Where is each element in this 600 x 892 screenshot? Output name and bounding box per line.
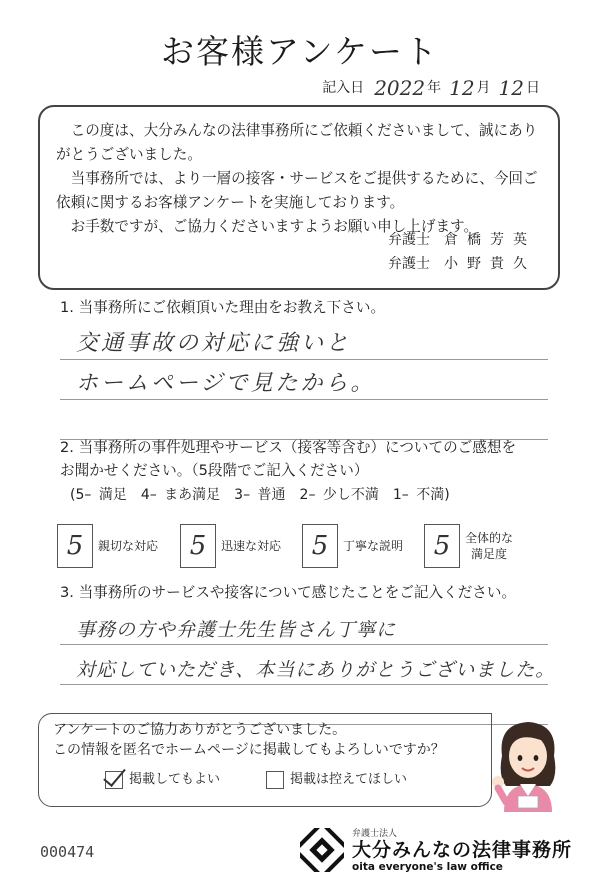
entry-date-year-unit: 年 (427, 80, 442, 96)
entry-date-label: 記入日 (322, 80, 365, 96)
staff-mascot-icon (488, 716, 568, 812)
rating-label: 親切な対応 (98, 539, 159, 553)
entry-date-day-unit: 日 (526, 80, 540, 96)
answer-handwriting: 事務の方や弁護士先生皆さん丁寧に (76, 619, 397, 641)
question-2-line-1: 2. 当事務所の事件処理やサービス（接客等含む）についてのご感想を (60, 439, 517, 456)
rating-label: 丁寧な説明 (343, 539, 404, 553)
answer-handwriting: 交通事故の対応に強いと (76, 331, 352, 356)
intro-paragraph-1: この度は、大分みんなの法律事務所にご依頼くださいまして、誠にありがとうございました。 (56, 122, 538, 163)
signer-title: 弁護士 (388, 232, 430, 248)
firm-logo (300, 826, 572, 873)
intro-paragraph-2: 当事務所では、より一層の接客・サービスをご提供するために、今回ご依頼に関するお客様アンケートを実施しております。 (56, 170, 538, 211)
intro-box (38, 105, 560, 290)
answer-line (60, 320, 548, 360)
consent-options (105, 770, 477, 790)
rating-box[interactable]: 5 (57, 524, 93, 568)
consent-yes-label: 掲載してもよい (129, 772, 221, 787)
firm-corp-type: 弁護士法人 (352, 829, 398, 839)
rating-kindness (57, 524, 158, 568)
rating-scale-legend: (5– 満足 4– まあ満足 3– 普通 2– 少し不満 1– 不満) (70, 487, 450, 503)
consent-option-yes[interactable] (105, 770, 220, 790)
consent-no-checkbox[interactable] (266, 771, 284, 789)
rating-speed (180, 524, 281, 568)
answer-line (60, 360, 548, 400)
signer (388, 228, 536, 252)
question-1: 1. 当事務所にご依頼頂いた理由をお教え下さい。 (60, 299, 386, 316)
question-3: 3. 当事務所のサービスや接客について感じたことをご記入ください。 (60, 584, 517, 601)
firm-logo-icon (300, 828, 344, 872)
consent-option-no[interactable] (266, 770, 407, 790)
publish-consent-box (38, 713, 492, 807)
entry-date-year: 2022 (374, 76, 426, 100)
answer-line (60, 400, 548, 440)
answer-line (60, 645, 556, 685)
consent-yes-checkbox[interactable] (105, 771, 123, 789)
answer-3-area[interactable] (60, 605, 556, 725)
firm-name: 大分みんなの法律事務所 (352, 839, 573, 861)
rating-overall (424, 524, 513, 568)
signers (388, 228, 536, 276)
signer-name: 倉橋芳英 (444, 232, 536, 248)
entry-date-day: 12 (498, 76, 524, 100)
signer-name: 小野貴久 (444, 256, 536, 272)
answer-line (60, 605, 548, 645)
answer-handwriting: 対応していただき、本当にありがとうございました。 (76, 659, 556, 681)
page-title: お客様アンケート (160, 32, 440, 71)
entry-date (322, 76, 540, 100)
entry-date-month: 12 (449, 76, 475, 100)
rating-box[interactable]: 5 (180, 524, 216, 568)
form-serial-number: 000474 (40, 843, 95, 861)
question-2 (60, 436, 516, 482)
signer-title: 弁護士 (388, 256, 430, 272)
consent-question: この情報を匿名でホームページに掲載してもよろしいですか？ (53, 742, 445, 758)
rating-label: 迅速な対応 (221, 539, 282, 553)
firm-name-en: oita everyone's law office (352, 861, 503, 873)
ratings-row (57, 524, 557, 568)
consent-thanks: アンケートのご協力ありがとうございました。 (53, 722, 347, 738)
rating-explanation (302, 524, 403, 568)
signer (388, 252, 536, 276)
rating-label (465, 530, 513, 562)
answer-1-area[interactable] (60, 320, 548, 440)
answer-handwriting: ホームページで見たから。 (76, 371, 376, 396)
rating-box[interactable]: 5 (302, 524, 338, 568)
firm-logo-text (352, 826, 572, 873)
intro-paragraph-3: お手数ですが、ご協力くださいますようお願い申し上げます。 (70, 218, 479, 235)
rating-box[interactable]: 5 (424, 524, 460, 568)
rating-label-line-1: 全体的な (465, 531, 514, 545)
entry-date-month-unit: 月 (476, 80, 491, 96)
consent-no-label: 掲載は控えてほしい (290, 772, 408, 787)
rating-label-line-2: 満足度 (471, 547, 508, 561)
question-2-line-2: お聞かせください。（5段階でご記入ください） (60, 462, 369, 479)
